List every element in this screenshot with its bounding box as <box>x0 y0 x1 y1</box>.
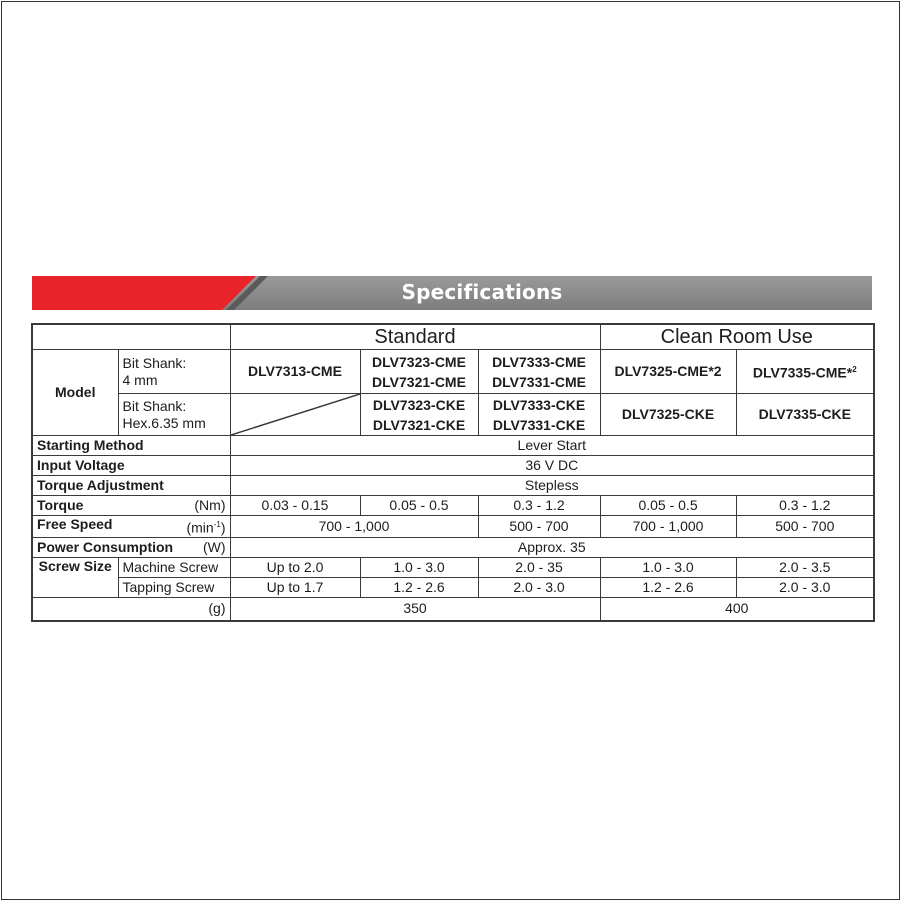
model-dlv7323-cme: DLV7323-CME DLV7321-CME <box>360 350 478 394</box>
free-speed-unit <box>186 516 225 537</box>
shank-hex-label: Bit Shank: Hex.6.35 mm <box>118 394 230 436</box>
torque-value: 0.3 - 1.2 <box>736 496 874 516</box>
tapping-screw-value: 1.2 - 2.6 <box>360 577 478 597</box>
model-row-hex <box>32 394 874 436</box>
row-starting-method <box>32 436 874 456</box>
free-speed-unit-text: (min <box>186 519 214 536</box>
model-row-4mm <box>32 350 874 394</box>
machine-screw-value: Up to 2.0 <box>230 557 360 577</box>
tapping-screw-value: 2.0 - 3.0 <box>736 577 874 597</box>
starting-method-value: Lever Start <box>230 436 874 456</box>
row-input-voltage <box>32 456 874 476</box>
torque-adjustment-label: Torque Adjustment <box>32 476 230 496</box>
power-label: Power Consumption <box>37 538 174 555</box>
machine-screw-value: 2.0 - 3.5 <box>736 557 874 577</box>
specifications-banner <box>32 276 872 310</box>
torque-value: 0.03 - 0.15 <box>230 496 360 516</box>
machine-screw-value: 1.0 - 3.0 <box>360 557 478 577</box>
free-speed-value: 500 - 700 <box>478 516 600 538</box>
free-speed-unit-sup: -1 <box>213 520 221 529</box>
model-dlv7323-cke: DLV7323-CKE DLV7321-CKE <box>360 394 478 436</box>
header-standard: Standard <box>230 324 600 350</box>
torque-unit: (Nm) <box>194 497 226 513</box>
header-blank <box>32 324 230 350</box>
model-dlv7333-cke: DLV7333-CKE DLV7331-CKE <box>478 394 600 436</box>
diagonal-line <box>231 394 360 435</box>
machine-screw-value: 1.0 - 3.0 <box>600 557 736 577</box>
model-dlv7325-cke: DLV7325-CKE <box>600 394 736 436</box>
model-dlv7325-cme: DLV7325-CME*2 <box>600 350 736 394</box>
free-speed-label: Free Speed <box>37 516 113 532</box>
model-dlv7333-cme: DLV7333-CME DLV7331-CME <box>478 350 600 394</box>
free-speed-value: 700 - 1,000 <box>600 516 736 538</box>
free-speed-value: 500 - 700 <box>736 516 874 538</box>
torque-value: 0.05 - 0.5 <box>600 496 736 516</box>
input-voltage-value: 36 V DC <box>230 456 874 476</box>
tapping-screw-value: 1.2 - 2.6 <box>600 577 736 597</box>
screw-size-label: Screw Size <box>32 557 118 597</box>
torque-value: 0.05 - 0.5 <box>360 496 478 516</box>
header-row <box>32 324 874 350</box>
shank-4mm-label: Bit Shank: 4 mm <box>118 350 230 394</box>
weight-unit: (g) <box>32 597 230 621</box>
model-dlv7335-cme-text: DLV7335-CME* <box>752 364 853 381</box>
header-clean-room: Clean Room Use <box>600 324 874 350</box>
weight-value-standard: 350 <box>230 597 600 621</box>
torque-value: 0.3 - 1.2 <box>478 496 600 516</box>
weight-value-clean-room: 400 <box>600 597 874 621</box>
row-machine-screw <box>32 557 874 577</box>
torque-label-cell <box>32 496 230 516</box>
row-tapping-screw <box>32 577 874 597</box>
model-dlv7335-cke: DLV7335-CKE <box>736 394 874 436</box>
input-voltage-label: Input Voltage <box>32 456 230 476</box>
power-value: Approx. 35 <box>230 537 874 557</box>
banner-title: Specifications <box>401 280 563 304</box>
spec-table <box>31 323 875 622</box>
row-torque-adjustment <box>32 476 874 496</box>
starting-method-label: Starting Method <box>32 436 230 456</box>
row-power-consumption <box>32 537 874 557</box>
tapping-screw-value: 2.0 - 3.0 <box>478 577 600 597</box>
torque-label: Torque <box>37 497 84 513</box>
tapping-screw-value: Up to 1.7 <box>230 577 360 597</box>
machine-screw-value: 2.0 - 35 <box>478 557 600 577</box>
model-dlv7335-footnote: 2 <box>852 365 857 375</box>
model-dlv7335-cme <box>736 350 874 394</box>
power-unit: (W) <box>202 538 226 555</box>
torque-adjustment-value: Stepless <box>230 476 874 496</box>
free-speed-label-cell <box>32 516 230 538</box>
tapping-screw-label: Tapping Screw <box>118 577 230 597</box>
row-free-speed <box>32 516 874 538</box>
model-dlv7313-cme: DLV7313-CME <box>230 350 360 394</box>
row-weight <box>32 597 874 621</box>
free-speed-value: 700 - 1,000 <box>230 516 478 538</box>
row-torque <box>32 496 874 516</box>
model-label: Model <box>32 350 118 436</box>
machine-screw-label: Machine Screw <box>118 557 230 577</box>
free-speed-unit-end: ) <box>220 519 226 536</box>
diagonal-empty-cell <box>230 394 360 436</box>
power-label-cell <box>32 537 230 557</box>
